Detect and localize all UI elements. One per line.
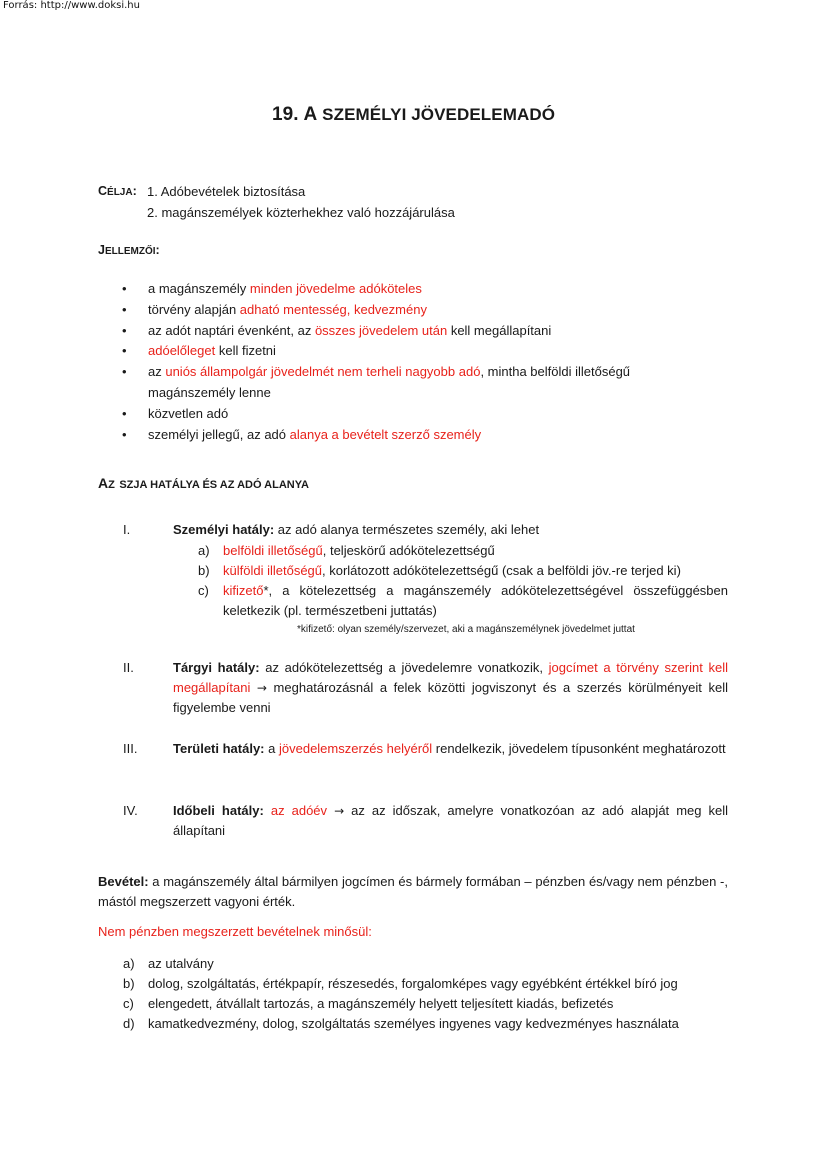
temporal-scope: Időbeli hatály: az adóév → az az időszak, amelyre vonatkozóan az adó alapját meg kell állapítani (173, 803, 729, 838)
subject-scope: Tárgyi hatály: az adókötelezettség a jövedelemre vonatkozik, jogcímet a törvény szerint kell megállapítani → meghatározásnál a felek közötti jogviszonyt és a szerzés körülményeit kell figyelembe venni (173, 660, 729, 715)
section-heading: AZ SZJA HATÁLYA ÉS AZ ADÓ ALANYA (98, 475, 309, 491)
income-definition: Bevétel: a magánszemély által bármilyen jogcímen és bármely formában – pénzben és/vagy nem pénzben -, mástól megszerzett vagyoni érték. (98, 874, 728, 909)
title-text: SZEMÉLYI JÖVEDELEMADÓ (322, 105, 556, 124)
roman-numeral-iv: IV. (123, 803, 138, 818)
sub-letter: a) (198, 543, 210, 558)
title-initial: A (303, 104, 318, 125)
roman-numeral-iii: III. (123, 741, 138, 756)
list-item: • adóelőleget kell fizetni (122, 341, 722, 362)
list-item: kamatkedvezmény, dolog, szolgáltatás személyes ingyenes vagy kedvezményes használata (148, 1016, 679, 1031)
list-item: • a magánszemély minden jövedelme adóköteles (122, 279, 722, 300)
list-letter: b) (123, 976, 135, 991)
list-letter: a) (123, 956, 135, 971)
non-cash-income-heading: Nem pénzben megszerzett bevételnek minősül: (98, 924, 372, 939)
list-item: • közvetlen adó (122, 404, 722, 425)
sub-letter: c) (198, 583, 209, 598)
list-item: dolog, szolgáltatás, értékpapír, részesedés, forgalomképes vagy egyébként értékkel bíró jog (148, 976, 678, 991)
territorial-scope: Területi hatály: a jövedelemszerzés helyéről rendelkezik, jövedelem típusonként meghatározott (173, 741, 726, 756)
chapter-number: 19. (271, 104, 299, 125)
characteristics-list (122, 279, 722, 445)
celja-item-1: 1. Adóbevételek biztosítása (147, 184, 306, 199)
sub-letter: b) (198, 563, 210, 578)
source-url: Forrás: http://www.doksi.hu (3, 0, 140, 11)
celja-item-2: 2. magánszemélyek közterhekhez való hozzájárulása (147, 205, 455, 220)
list-item: • személyi jellegű, az adó alanya a bevételt szerző személy (122, 425, 722, 446)
list-item: • az adót naptári évenként, az összes jövedelem után kell megállapítani (122, 321, 722, 342)
list-letter: c) (123, 996, 134, 1011)
sub-item: kifizető*, a kötelezettség a magánszemély adókötelezettségével összefüggésben keletkezik (pl. természetbeni juttatás) (223, 583, 728, 618)
sub-item: belföldi illetőségű, teljeskörű adókötelezettségű (223, 543, 495, 558)
sub-item: külföldi illetőségű, korlátozott adókötelezettségű (csak a belföldi jöv.-re terjed ki) (223, 563, 681, 578)
arrow-right-icon: → (334, 804, 345, 818)
list-item: az utalvány (148, 956, 214, 971)
list-letter: d) (123, 1016, 135, 1031)
personal-scope: Személyi hatály: az adó alanya természetes személy, aki lehet (173, 522, 540, 537)
list-item: elengedett, átvállalt tartozás, a magánszemély helyett teljesített kiadás, befizetés (148, 996, 614, 1011)
list-item: • az uniós állampolgár jövedelmét nem terheli nagyobb adó, mintha belföldi illetőségű magánszemély lenne (122, 362, 708, 404)
footnote: *kifizető: olyan személy/szervezet, aki a magánszemélynek jövedelmet juttat (297, 624, 635, 635)
roman-numeral-i: I. (123, 522, 131, 537)
arrow-right-icon: → (256, 681, 267, 695)
roman-numeral-ii: II. (123, 660, 134, 675)
list-item: • törvény alapján adható mentesség, kedvezmény (122, 300, 722, 321)
jellemzoi-label: JELLEMZŐI: (98, 243, 160, 257)
page-title (0, 104, 827, 126)
celja-label: CÉLJA: (98, 184, 137, 198)
